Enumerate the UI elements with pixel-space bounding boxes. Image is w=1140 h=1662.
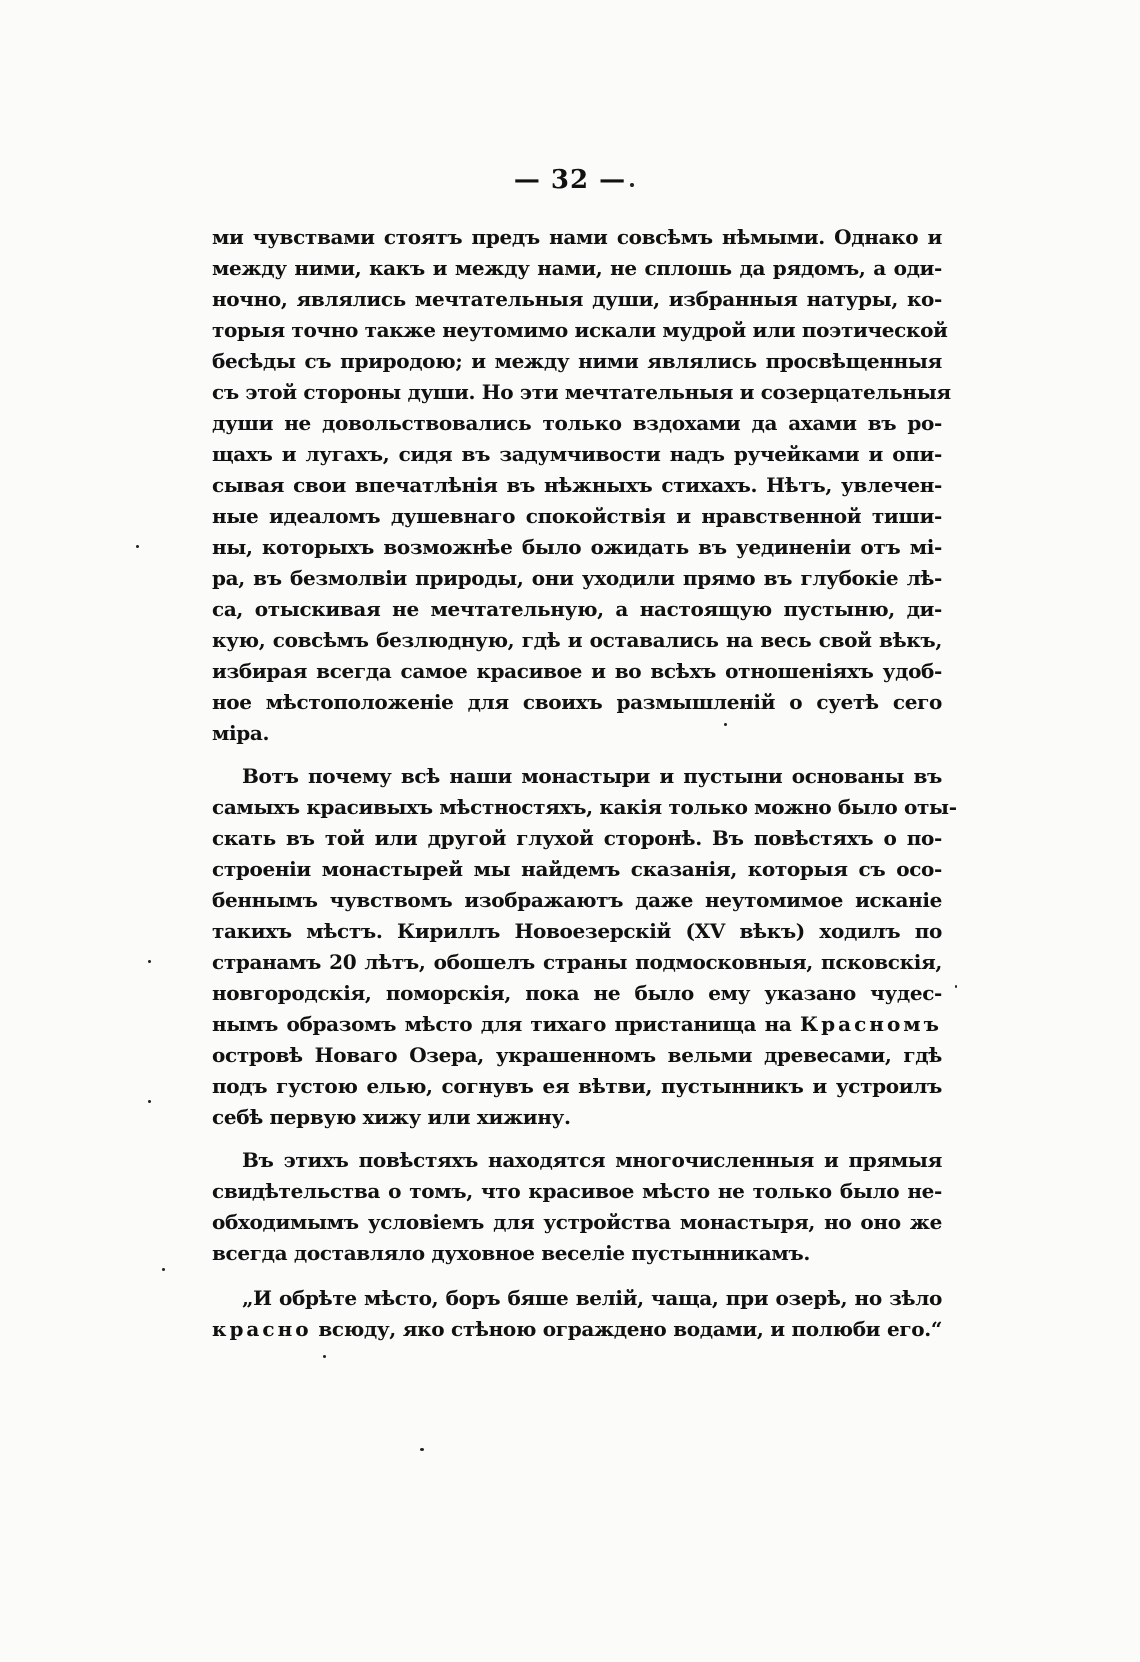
text-line: души не довольствовались только вздохами да ахами въ ро- [212,411,942,435]
text-line: съ этой стороны души. Но эти мечтательныя и созерцательныя [212,380,951,404]
scan-speck [148,960,151,963]
scan-speck [630,183,634,187]
text-line: ны, которыхъ возможнѣе было ожидать въ уединеніи отъ мі- [212,535,942,559]
text-line: кую, совсѣмъ безлюдную, гдѣ и оставались на весь свой вѣкъ, [212,628,942,652]
text-line: ночно, являлись мечтательныя души, избранныя натуры, ко- [212,287,942,311]
text-line-with-spaced-word [212,1009,942,1040]
text-line: ра, въ безмолвіи природы, они уходили прямо въ глубокіе лѣ- [212,566,942,590]
text-line: избирая всегда самое красивое и во всѣхъ отношеніяхъ удоб- [212,659,942,683]
scan-speck [724,723,727,726]
text-line: подъ густою елью, согнувъ ея вѣтви, пустынникъ и устроилъ [212,1074,942,1098]
text-line: сывая свои впечатлѣнія въ нѣжныхъ стихахъ. Нѣтъ, увлечен- [212,473,942,497]
body-text [212,222,957,1345]
text-line: „И обрѣте мѣсто, боръ бяше велій, чаща, при озерѣ, но зѣло [242,1286,942,1310]
paragraph-3 [212,1145,942,1269]
text-line: ные идеаломъ душевнаго спокойствія и нравственной тиши- [212,504,942,528]
text-line: Вотъ почему всѣ наши монастыри и пустыни основаны въ [242,764,942,788]
text-line: новгородскія, поморскія, пока не было ему указано чудес- [212,981,942,1005]
text-line: Въ этихъ повѣстяхъ находятся многочисленныя и прямыя [242,1148,942,1172]
paragraph-quote [212,1283,942,1345]
text-line: самыхъ красивыхъ мѣстностяхъ, какія только можно было оты- [212,795,957,819]
text-line: торыя точно также неутомимо искали мудрой или поэтической [212,318,948,342]
spaced-word: красно [212,1317,312,1341]
text-line: щахъ и лугахъ, сидя въ задумчивости надъ ручейками и опи- [212,442,942,466]
text-line: ми чувствами стоятъ предъ нами совсѣмъ нѣмыми. Однако и [212,225,942,249]
scan-speck [420,1448,424,1451]
text-line: всегда доставляло духовное веселіе пустынникамъ. [212,1241,811,1265]
paragraph-2 [212,761,957,1133]
page-number: — 32 — [513,165,627,195]
text-line: міра. [212,721,270,745]
text-line: бесѣды съ природою; и между ними являлись просвѣщенныя [212,349,942,373]
scan-speck [323,1355,326,1358]
scan-speck [148,1100,151,1103]
scan-speck [162,1268,165,1271]
text-line: строеніи монастырей мы найдемъ сказанія, которыя съ осо- [212,857,942,881]
text-line: между ними, какъ и между нами, не сплошь да рядомъ, а оди- [212,256,942,280]
text-segment: всюду, яко стѣною ограждено водами, и полюби его.“ [318,1317,942,1341]
text-line: такихъ мѣстъ. Кириллъ Новоезерскій (XV вѣкъ) ходилъ по [212,919,942,943]
spaced-word: Красномъ [799,1012,942,1036]
text-segment: нымъ образомъ мѣсто для тихаго пристанища на [212,1012,792,1036]
text-line: обходимымъ условіемъ для устройства монастыря, но оно же [212,1210,942,1234]
text-line: ное мѣстоположеніе для своихъ размышленій о суетѣ сего [212,690,942,714]
scan-speck [136,545,139,548]
text-line: островѣ Новаго Озера, украшенномъ вельми древесами, гдѣ [212,1043,942,1067]
text-line: свидѣтельства о томъ, что красивое мѣсто не только было не- [212,1179,942,1203]
text-line: себѣ первую хижу или хижину. [212,1105,571,1129]
scan-speck [955,985,957,988]
text-line: са, отыскивая не мечтательную, а настоящую пустыню, ди- [212,597,942,621]
text-line: беннымъ чувствомъ изображаютъ даже неутомимое исканіе [212,888,942,912]
paragraph-1 [212,222,951,749]
text-line-with-spaced-word [212,1314,942,1345]
text-line: скать въ той или другой глухой сторонѣ. Въ повѣстяхъ о по- [212,826,942,850]
text-line: странамъ 20 лѣтъ, обошелъ страны подмосковныя, псковскія, [212,950,942,974]
